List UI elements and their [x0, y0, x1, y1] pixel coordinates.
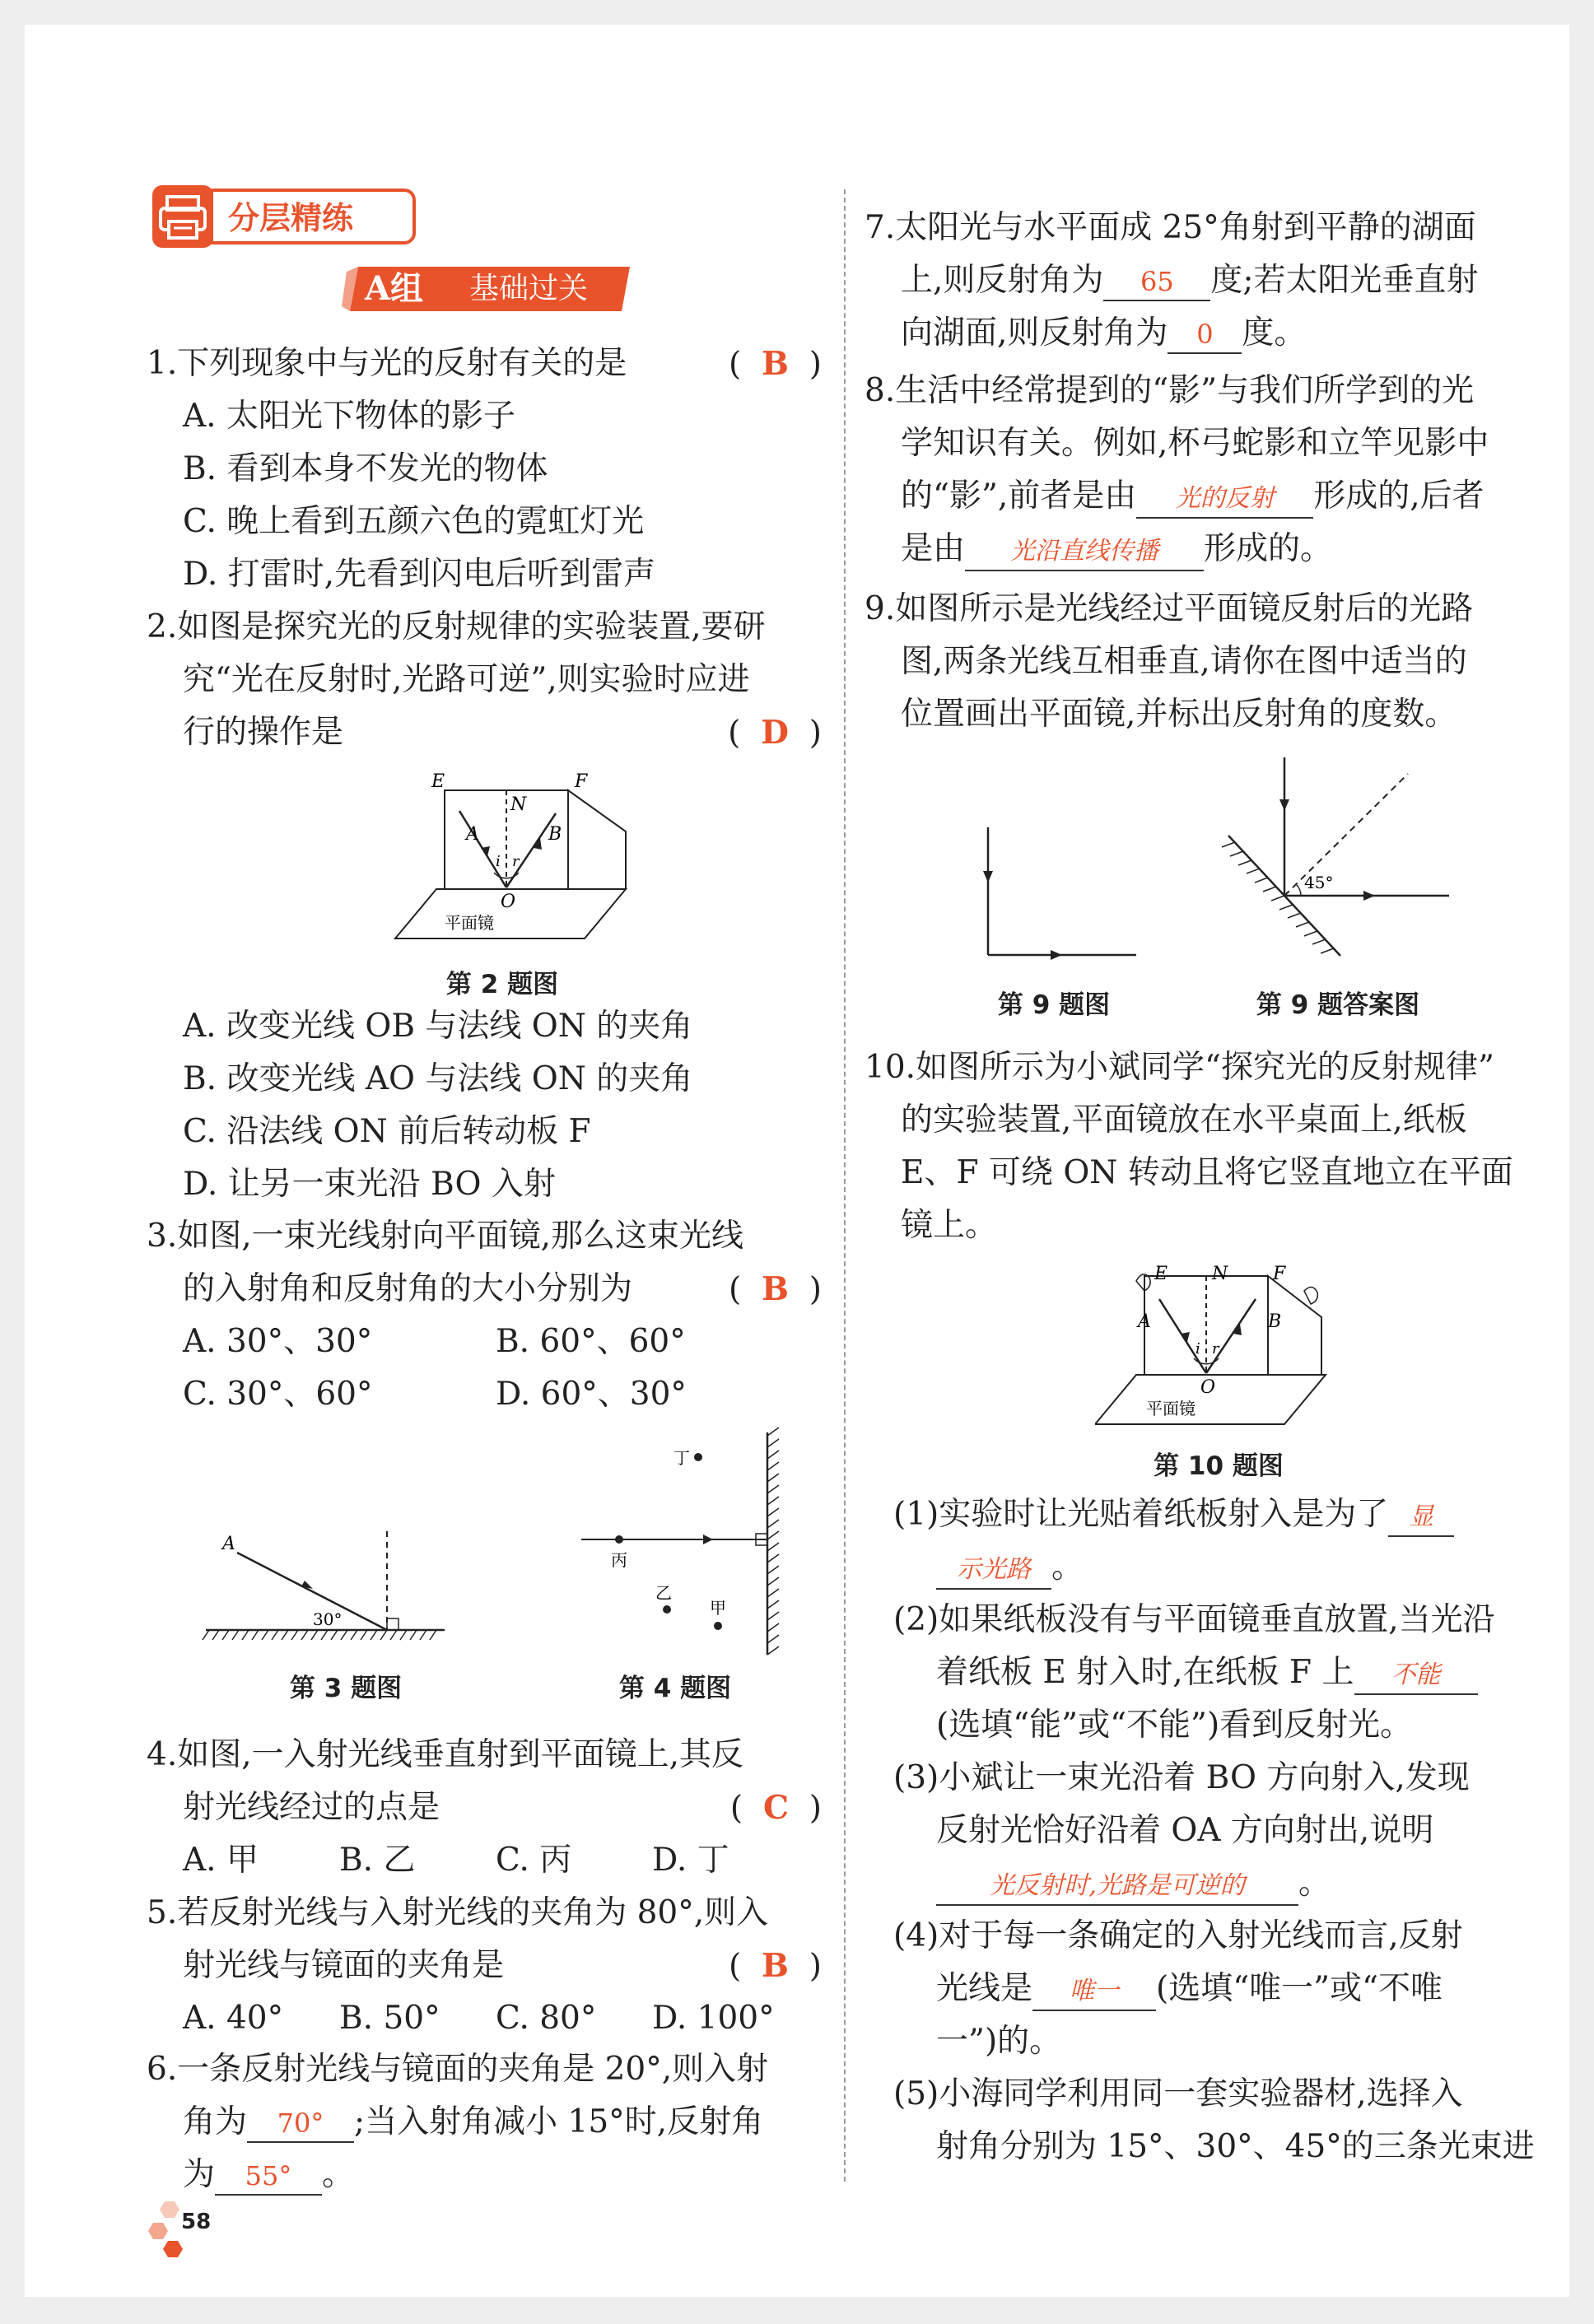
q2-fig-label-o: O — [501, 892, 516, 912]
question-7 — [865, 202, 1548, 360]
q10-fig-mirror-label: 平面镜 — [1146, 1399, 1196, 1418]
q4-stem-1: 如图,一入射光线垂直射到平面镜上,其反 — [177, 1736, 744, 1773]
q7-blank-2: 0 — [1168, 316, 1242, 354]
q4-answer: C — [762, 1789, 789, 1827]
q10-s2-line-3: (选填“能”或“不能”)看到反射光。 — [936, 1707, 1413, 1744]
q5-stem-2: 射光线与镜面的夹角是 — [183, 1947, 505, 1984]
section-header — [152, 185, 424, 248]
q10-s5-line-2: 射角分别为 15°、30°、45°的三条光束进 — [936, 2128, 1535, 2165]
q9-stem-3: 位置画出平面镜,并标出反射角的度数。 — [901, 696, 1457, 733]
q10-s1-blank-b: 示光路 — [936, 1552, 1051, 1590]
q1-option-b: B. 看到本身不发光的物体 — [183, 450, 548, 487]
q6-number: 6. — [147, 2051, 178, 2088]
q6-post-3: 。 — [322, 2156, 355, 2193]
q10-s2-pre-2: 着纸板 E 射入时,在纸板 F 上 — [936, 1654, 1354, 1691]
q10-stem-3: E、F 可绕 ON 转动且将它竖直地立在平面 — [901, 1154, 1513, 1191]
q10-fig-label-n: N — [1212, 1264, 1228, 1284]
question-2 — [147, 601, 822, 759]
q3-answer-bracket: ( B ) — [729, 1270, 822, 1308]
q3-stem-1: 如图,一束光线射向平面镜,那么这束光线 — [177, 1218, 744, 1255]
q2-fig-label-r: r — [512, 853, 520, 870]
q2-fig-label-e: E — [431, 771, 445, 792]
q10-s1-pre: (1)实验时让光贴着纸板射入是为了 — [893, 1496, 1389, 1533]
q10-fig-label-o: O — [1200, 1377, 1216, 1398]
q8-pre-3: 的“影”,前者是由 — [901, 477, 1137, 515]
q4-stem-2: 射光线经过的点是 — [183, 1789, 440, 1826]
question-6 — [147, 2043, 830, 2201]
q9-answer-caption: 第 9 题答案图 — [1256, 990, 1420, 1020]
q8-line-1: 生活中经常提到的“影”与我们所学到的光 — [895, 372, 1475, 409]
q4-caption: 第 4 题图 — [618, 1674, 732, 1703]
q2-options — [147, 1000, 822, 1211]
q10-s1-blank-a: 显 — [1388, 1499, 1454, 1537]
q9-caption: 第 9 题图 — [997, 990, 1111, 1020]
q8-post-4: 形成的。 — [1204, 530, 1333, 567]
q10-stem-4: 镜上。 — [901, 1207, 998, 1244]
q8-blank-1: 光的反射 — [1136, 481, 1313, 519]
q7-number: 7. — [865, 209, 896, 246]
q2-fig-label-b: B — [548, 824, 562, 845]
q2-caption: 第 2 题图 — [445, 970, 559, 999]
q10-fig-label-f: F — [1273, 1264, 1286, 1284]
q5-option-c: C. 80° — [496, 2000, 597, 2037]
q2-fig-label-f: F — [575, 771, 588, 792]
q10-s4-line-3: 一”)的。 — [936, 2023, 1062, 2060]
q10-s3-line-2: 反射光恰好沿着 OA 方向射出,说明 — [936, 1812, 1434, 1849]
q10-number: 10. — [865, 1049, 916, 1086]
q9-stem-1: 如图所示是光线经过平面镜反射后的光路 — [895, 590, 1474, 627]
q3-stem-2: 的入射角和反射角的大小分别为 — [183, 1270, 633, 1307]
q10-s1-post: 。 — [1051, 1549, 1084, 1586]
q2-stem-3: 行的操作是 — [183, 714, 344, 751]
printer-icon — [152, 185, 213, 248]
q10-stem-2: 的实验装置,平面镜放在水平桌面上,纸板 — [901, 1101, 1467, 1139]
q6-pre-3: 为 — [183, 2156, 216, 2193]
q2-number: 2. — [147, 608, 178, 645]
q1-option-a: A. 太阳光下物体的影子 — [183, 398, 515, 435]
question-4 — [147, 1729, 822, 1887]
q4-fig-label-yi: 乙 — [655, 1583, 672, 1603]
q2-option-b: B. 改变光线 AO 与法线 ON 的夹角 — [183, 1060, 693, 1097]
q3-option-a: A. 30°、30° — [183, 1323, 373, 1360]
q2-stem-2: 究“光在反射时,光路可逆”,则实验时应进 — [183, 661, 750, 698]
question-5 — [147, 1887, 822, 2045]
q3-answer: B — [762, 1270, 789, 1308]
q6-blank-1: 70° — [247, 2105, 354, 2143]
page-number: 58 — [181, 2210, 212, 2234]
group-banner — [342, 263, 638, 314]
q8-pre-4: 是由 — [901, 530, 966, 567]
q3-figure — [189, 1515, 461, 1655]
q6-post-2: ;当入射角减小 15°时,反射角 — [354, 2103, 764, 2140]
q3-number: 3. — [147, 1218, 178, 1255]
q8-line-2: 学知识有关。例如,杯弓蛇影和立竿见影中 — [901, 425, 1489, 462]
q9-number: 9. — [865, 590, 896, 627]
q10-s4-post-2: (选填“唯一”或“不唯 — [1156, 1970, 1443, 2007]
q6-blank-2: 55° — [215, 2158, 322, 2196]
q4-option-c: C. 丙 — [496, 1842, 572, 1879]
q3-caption: 第 3 题图 — [289, 1674, 403, 1703]
q8-post-3: 形成的,后者 — [1313, 477, 1484, 515]
q10-figure — [1095, 1251, 1359, 1432]
q1-option-d: D. 打雷时,先看到闪电后听到雷声 — [183, 556, 656, 593]
q4-option-d: D. 丁 — [652, 1842, 729, 1879]
q10-fig-label-e: E — [1154, 1264, 1168, 1284]
q4-option-a: A. 甲 — [183, 1842, 259, 1879]
q2-fig-label-a: A — [466, 824, 479, 845]
q2-fig-label-i: i — [496, 853, 501, 870]
q7-post-3: 度。 — [1242, 314, 1307, 352]
question-3 — [147, 1210, 822, 1421]
q1-option-c: C. 晚上看到五颜六色的霓虹灯光 — [183, 503, 645, 540]
q9-answer-figure — [1210, 745, 1474, 984]
q10-caption: 第 10 题图 — [1154, 1451, 1284, 1481]
q5-number: 5. — [147, 1894, 178, 1931]
q10-s4-line-1: (4)对于每一条确定的入射光线而言,反射 — [893, 1917, 1463, 1954]
q5-answer-bracket: ( B ) — [729, 1947, 822, 1985]
q4-figure — [552, 1416, 807, 1663]
q4-number: 4. — [147, 1736, 178, 1773]
q1-answer: B — [762, 345, 789, 383]
q5-option-a: A. 40° — [183, 2000, 284, 2037]
q7-pre-3: 向湖面,则反射角为 — [901, 314, 1168, 352]
group-label: A组 — [365, 269, 424, 308]
q5-option-b: B. 50° — [339, 2000, 440, 2037]
q6-pre-2: 角为 — [183, 2103, 248, 2140]
q10-fig-label-a: A — [1138, 1311, 1151, 1332]
page — [25, 25, 1569, 2297]
q2-fig-mirror-label: 平面镜 — [445, 913, 494, 933]
q10-s3-blank: 光反射时,光路是可逆的 — [936, 1868, 1298, 1906]
q10-fig-label-i: i — [1196, 1340, 1200, 1358]
q4-fig-label-jia: 甲 — [710, 1598, 726, 1618]
q3-option-b: B. 60°、60° — [496, 1323, 686, 1360]
question-8 — [865, 365, 1548, 575]
q10-s2-line-1: (2)如果纸板没有与平面镜垂直放置,当光沿 — [893, 1601, 1495, 1638]
q10-s2-blank: 不能 — [1354, 1657, 1478, 1695]
q4-fig-label-ding: 丁 — [673, 1448, 690, 1468]
q2-option-d: D. 让另一束光沿 BO 入射 — [183, 1166, 556, 1203]
q10-stem-1: 如图所示为小斌同学“探究光的反射规律” — [916, 1049, 1494, 1086]
q10-s4-pre-2: 光线是 — [936, 1970, 1033, 2007]
q7-blank-1: 65 — [1103, 263, 1210, 301]
q6-line-1: 一条反射光线与镜面的夹角是 20°,则入射 — [177, 2051, 769, 2088]
section-title: 分层精练 — [210, 189, 416, 245]
q3-option-c: C. 30°、60° — [183, 1376, 373, 1413]
q2-option-c: C. 沿法线 ON 前后转动板 F — [183, 1113, 591, 1150]
q5-answer: B — [762, 1947, 789, 1985]
question-10 — [865, 1041, 1548, 1252]
q3-fig-angle: 30° — [313, 1609, 343, 1629]
q2-answer: D — [761, 714, 789, 752]
q3-option-d: D. 60°、30° — [496, 1376, 687, 1413]
q10-fig-label-r: r — [1212, 1340, 1219, 1358]
q2-figure — [387, 757, 650, 947]
page-number-badge — [148, 2198, 247, 2280]
question-1 — [147, 338, 822, 601]
q7-post-2: 度;若太阳光垂直射 — [1210, 262, 1479, 299]
q3-fig-label-a: A — [222, 1534, 235, 1554]
q2-fig-label-n: N — [510, 794, 527, 815]
q10-s5-line-1: (5)小海同学利用同一套实验器材,选择入 — [893, 2075, 1463, 2112]
q9-stem-2: 图,两条光线互相垂直,请你在图中适当的 — [901, 643, 1467, 680]
q4-answer-bracket: ( C ) — [729, 1789, 822, 1827]
q2-stem-1: 如图是探究光的反射规律的实验装置,要研 — [177, 608, 766, 645]
q7-line-1: 太阳光与水平面成 25°角射到平静的湖面 — [895, 209, 1476, 246]
q5-option-d: D. 100° — [652, 2000, 775, 2037]
q8-blank-2: 光沿直线传播 — [965, 533, 1204, 571]
q4-fig-label-bing: 丙 — [611, 1550, 627, 1570]
q10-s3-post: 。 — [1298, 1865, 1331, 1902]
q10-fig-label-b: B — [1268, 1311, 1282, 1332]
q10-s4-blank: 唯一 — [1032, 1973, 1156, 2011]
group-title: 基础过关 — [469, 272, 589, 305]
q5-stem-1: 若反射光线与入射光线的夹角为 80°,则入 — [177, 1894, 769, 1931]
question-9 — [865, 583, 1548, 741]
q7-pre-2: 上,则反射角为 — [901, 262, 1104, 299]
q9-answer-angle: 45° — [1304, 873, 1334, 892]
q2-answer-bracket: ( D ) — [728, 714, 822, 752]
q10-s3-line-1: (3)小斌让一束光沿着 BO 方向射入,发现 — [893, 1759, 1470, 1796]
q1-answer-bracket: ( B ) — [729, 345, 822, 383]
q9-figure — [972, 815, 1161, 971]
column-divider — [844, 189, 846, 2182]
q1-stem: 下列现象中与光的反射有关的是 — [177, 345, 627, 382]
q1-number: 1. — [147, 345, 178, 382]
q2-option-a: A. 改变光线 OB 与法线 ON 的夹角 — [183, 1008, 693, 1045]
q8-number: 8. — [865, 372, 896, 409]
q4-option-b: B. 乙 — [339, 1842, 416, 1879]
q10-subquestions — [893, 1488, 1552, 2173]
